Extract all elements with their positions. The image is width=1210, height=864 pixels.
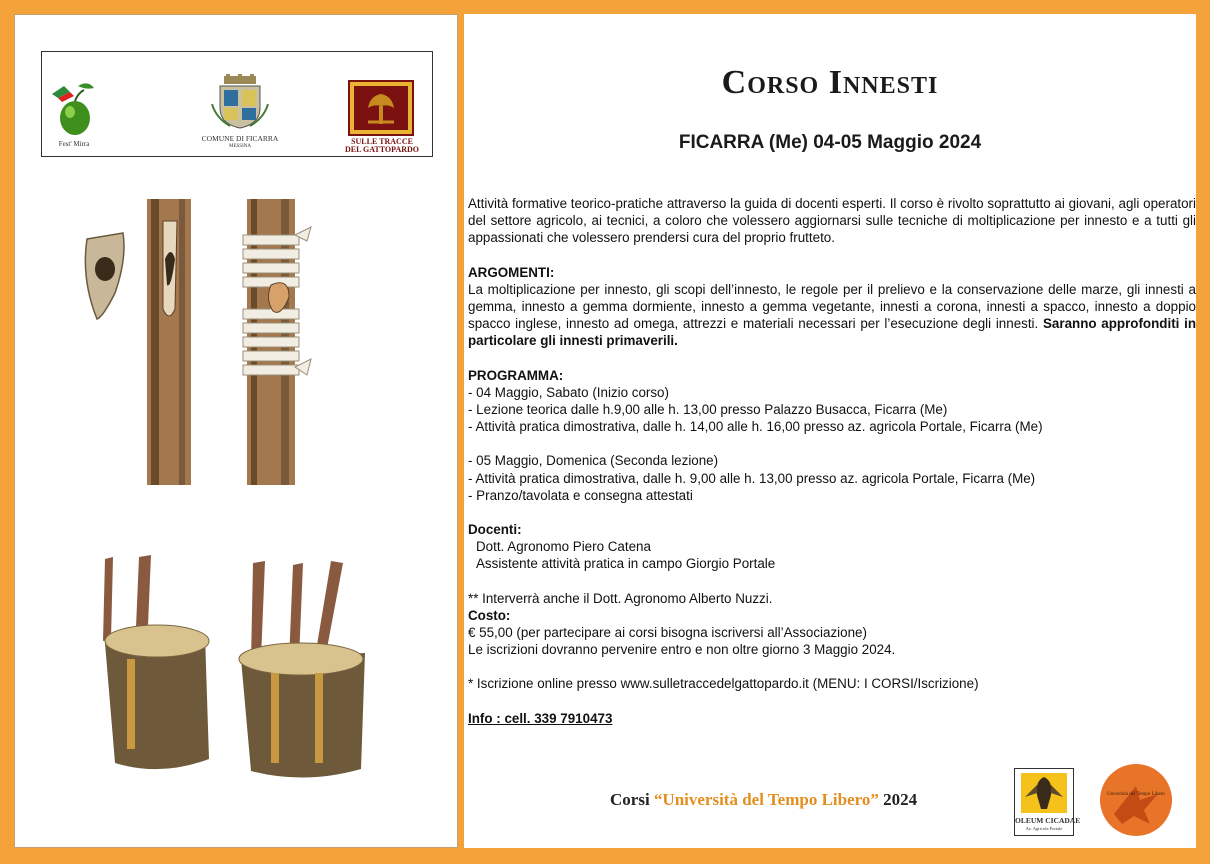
iscrizione-line: * Iscrizione online presso www.sulletraccedelgattopardo.it (MENU: I CORSI/Iscrizione)	[468, 676, 979, 692]
programma-line: - Attività pratica dimostrativa, dalle h. 9,00 alle h. 13,00 presso az. agricola Portale, Ficarra (Me)	[468, 470, 1036, 486]
universita-tempo-libero-logo	[1100, 764, 1172, 836]
argomenti-bold-text: Saranno approfonditi in particolare gli innesti primaverili.	[468, 316, 1196, 349]
course-description	[468, 195, 1196, 727]
universita-logo-text: Università del Tempo Libero	[1107, 792, 1165, 797]
costo-heading: Costo:	[468, 607, 511, 623]
programma-line: - Lezione teorica dalle h.9,00 alle h. 13,00 presso Palazzo Busacca, Ficarra (Me)	[468, 402, 948, 418]
info-line: Info : cell. 339 7910473	[468, 710, 613, 726]
oleum-cicadae-logo	[1014, 768, 1081, 836]
oleum-cicadae-name: OLEUM CICADAE	[1015, 816, 1081, 825]
olive-logo-caption: Fest' Mirra	[58, 140, 90, 148]
footer-suffix: 2024	[878, 790, 918, 809]
note-line: ** Interverrà anche il Dott. Agronomo Alberto Nuzzi.	[468, 590, 773, 606]
docenti-heading: Docenti:	[468, 522, 522, 538]
page-subtitle: FICARRA (Me) 04-05 Maggio 2024	[678, 132, 982, 153]
comune-sub: MESSINA	[229, 144, 251, 149]
costo-line: Le iscrizioni dovranno pervenire entro e non oltre giorno 3 Maggio 2024.	[468, 642, 896, 658]
oleum-cicadae-sub: Az. Agricola Portale	[1025, 826, 1063, 831]
argomenti-text: La moltiplicazione per innesto, gli scopi dell’innesto, le regole per il prelievo e la conservazione delle marze, gli innesti a gemma, innesto a gemma dormiente, innesto a gemma vegetante, innesti a corona, innesti a spacco, innesto a doppio spacco inglese, innesto ad omega, attrezzi e materiali necessari per l’esecuzione degli innesti.	[468, 281, 1196, 332]
olive-logo	[48, 78, 100, 148]
costo-line: € 55,00 (per partecipare ai corsi bisogna iscriversi all’Associazione)	[468, 625, 867, 641]
footer-courses-line	[610, 790, 917, 810]
gattopardo-logo	[348, 80, 414, 136]
docente-line: Dott. Agronomo Piero Catena	[476, 539, 651, 555]
programma-line: - 05 Maggio, Domenica (Seconda lezione)	[468, 453, 719, 469]
programma-line: - 04 Maggio, Sabato (Inizio corso)	[468, 384, 669, 400]
argomenti-paragraph	[468, 281, 1196, 350]
page-title: Corso Innesti	[721, 64, 939, 101]
intro-paragraph: Attività formative teorico-pratiche attraverso la guida di docenti esperti. Il corso è rivolto soprattutto ai giovani, agli operatori del settore agricolo, ai tecnici, a coloro che volessero aggiornarsi sulle tecniche di moltiplicazione per innesto e a tutti gli appassionati che volessero prendersi cura del proprio frutteto.	[468, 196, 1196, 246]
footer-prefix: Corsi	[610, 790, 654, 809]
comune-name: COMUNE DI FICARRA	[201, 134, 279, 143]
gattopardo-logo-text: SULLE TRACCE DEL GATTOPARDO	[344, 137, 419, 154]
cleft-grafting-illustration	[75, 549, 375, 785]
comune-crest-logo	[210, 74, 270, 130]
logo-bar	[41, 51, 433, 157]
argomenti-heading: ARGOMENTI:	[468, 264, 555, 280]
bud-grafting-illustration	[75, 199, 315, 485]
docente-line: Assistente attività pratica in campo Giorgio Portale	[476, 556, 776, 572]
programma-line: - Attività pratica dimostrativa, dalle h. 14,00 alle h. 16,00 presso az. agricola Portale, Ficarra (Me)	[468, 419, 1043, 435]
programma-line: - Pranzo/tavolata e consegna attestati	[468, 487, 693, 503]
illustration-panel	[14, 14, 458, 848]
content-panel	[464, 14, 1196, 848]
footer-highlight: “Università del Tempo Libero”	[653, 790, 879, 809]
programma-heading: PROGRAMMA:	[468, 367, 564, 383]
